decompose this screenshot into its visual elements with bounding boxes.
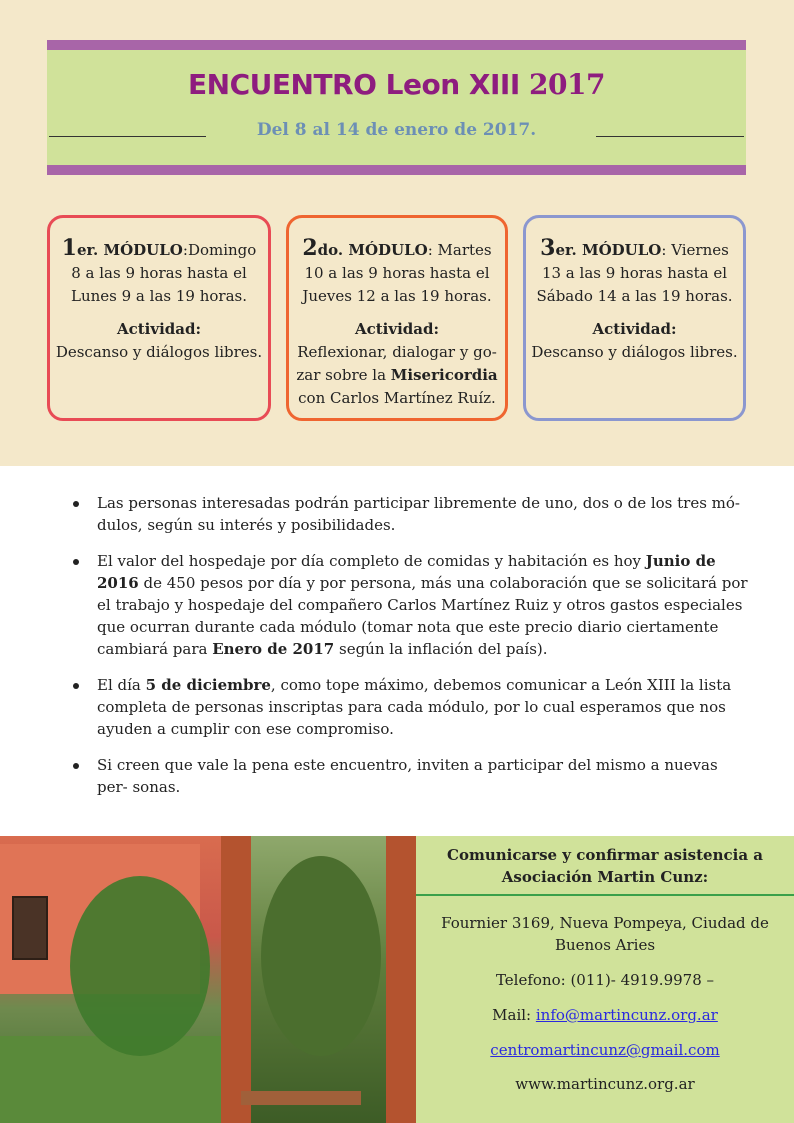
module-2-heading: [289, 237, 505, 262]
module-3-card: [523, 215, 746, 421]
module-1-heading: [50, 237, 268, 262]
module-2-activity-line2: [289, 364, 505, 387]
module-2-activity-line1: Reflexionar, dialogar y go-: [297, 343, 497, 361]
subtitle-rule-right: [596, 136, 744, 137]
bullet-text: Las personas interesadas podrán participar libremente de uno, dos o de los tres mó- dulos, según su interés y posibilidades.: [97, 494, 740, 534]
page-subtitle: Del 8 al 14 de enero de 2017.: [256, 120, 537, 140]
venue-photos: [0, 836, 416, 1123]
mail-label: Mail:: [492, 1006, 536, 1024]
module-2-line2: 10 a las 9 horas hasta el: [304, 264, 490, 282]
bullet-text: según la inflación del país).: [334, 640, 548, 658]
module-2-separator: :: [427, 241, 433, 259]
module-1-activity-label: Actividad:: [116, 320, 202, 338]
module-1-line2: 8 a las 9 horas hasta el: [71, 264, 247, 282]
contact-website: www.martincunz.org.ar: [515, 1075, 695, 1093]
module-1-card: [47, 215, 271, 421]
module-1-activity: Descanso y diálogos libres.: [55, 343, 263, 361]
bullet-dot-icon: [73, 501, 79, 507]
header-top-bar: [47, 40, 746, 50]
module-2-activity-text: zar sobre la: [296, 366, 391, 384]
title-year: 2017: [529, 68, 605, 101]
module-2-number: 2: [302, 235, 318, 261]
contact-heading-line2: Asociación Martin Cunz:: [501, 868, 709, 886]
bullet-bold-date: Enero de 2017: [212, 640, 335, 658]
module-3-line3: Sábado 14 a las 19 horas.: [536, 287, 733, 305]
module-2-card: [286, 215, 508, 421]
address-line1: Fournier 3169, Nueva Pompeya, Ciudad de: [441, 914, 769, 932]
module-3-day: Viernes: [666, 241, 729, 259]
module-3-heading: [526, 237, 743, 262]
module-3-label: er. MÓDULO: [555, 241, 662, 259]
module-2-line3: Jueves 12 a las 19 horas.: [302, 287, 492, 305]
module-3-number: 3: [540, 235, 556, 261]
address-line2: Buenos Aries: [554, 936, 656, 954]
contact-heading-line1: Comunicarse y confirmar asistencia a: [447, 846, 763, 864]
bullet-text: Si creen que vale la pena este encuentro, inviten a participar del mismo a nuevas per- sonas.: [97, 756, 718, 796]
bullet-dot-icon: [73, 683, 79, 689]
contact-address: [416, 912, 794, 956]
contact-divider: [416, 894, 794, 896]
bullet-item-invite: [73, 754, 753, 798]
bullet-item-price: [73, 550, 753, 660]
contact-box: [416, 836, 794, 1123]
module-3-activity-label: Actividad:: [592, 320, 677, 338]
header-box: [47, 50, 746, 165]
module-1-separator: :: [182, 241, 188, 259]
email-link-info[interactable]: info@martincunz.org.ar: [535, 1006, 718, 1024]
module-3-line2: 13 a las 9 horas hasta el: [541, 264, 728, 282]
contact-heading: [416, 844, 794, 888]
contact-phone: Telefono: (011)- 4919.9978 –: [495, 971, 715, 989]
bullet-text: El día: [97, 676, 146, 694]
contact-mail-2: [416, 1039, 794, 1061]
module-2-day: Martes: [432, 241, 492, 259]
module-2-activity-line3: con Carlos Martínez Ruíz.: [298, 389, 496, 407]
courtyard-photo: [0, 836, 221, 1123]
module-1-line3: Lunes 9 a las 19 horas.: [71, 287, 247, 305]
bullet-item-participation: [73, 492, 753, 536]
module-1-label: er. MÓDULO: [76, 241, 183, 259]
email-link-centro[interactable]: centromartincunz@gmail.com: [490, 1041, 720, 1059]
module-1-number: 1: [61, 235, 77, 261]
garden-arch-photo: [221, 836, 416, 1123]
module-3-activity: Descanso y diálogos libres.: [531, 343, 738, 361]
module-2-activity-label: Actividad:: [354, 320, 440, 338]
bullet-bold-date: 5 de diciembre: [145, 676, 271, 694]
bullet-text: , como tope máximo, debemos comunicar a León XIII la lista completa de personas inscriptas para cada módulo, por lo cual esperamos que nos ayuden a cumplir con ese compromiso.: [97, 676, 732, 738]
bullet-item-deadline: [73, 674, 753, 740]
bullet-dot-icon: [73, 559, 79, 565]
module-3-separator: :: [661, 241, 667, 259]
page-title: [47, 68, 746, 101]
bullet-dot-icon: [73, 763, 79, 769]
bullet-text: El valor del hospedaje por día completo de comidas y habitación es hoy: [97, 552, 646, 570]
bullet-text: de 450 pesos por día y por persona, más una colaboración que se solicitará por el trabajo y hospedaje del compañero Carlos Martínez Ruiz y otros gastos especiales que ocurran durante cada módulo (tomar nota que este precio diario ciertamente cambiará para: [97, 574, 748, 658]
title-main: ENCUENTRO Leon XIII: [188, 68, 520, 101]
module-2-label: do. MÓDULO: [317, 241, 428, 259]
header-bottom-bar: [47, 165, 746, 175]
contact-mail: [416, 1004, 794, 1026]
module-2-activity-bold: Misericordia: [390, 366, 498, 384]
bullet-bold-date: Junio de 2016: [97, 552, 716, 592]
module-1-day: Domingo: [187, 241, 257, 259]
info-bullet-list: [73, 492, 753, 812]
